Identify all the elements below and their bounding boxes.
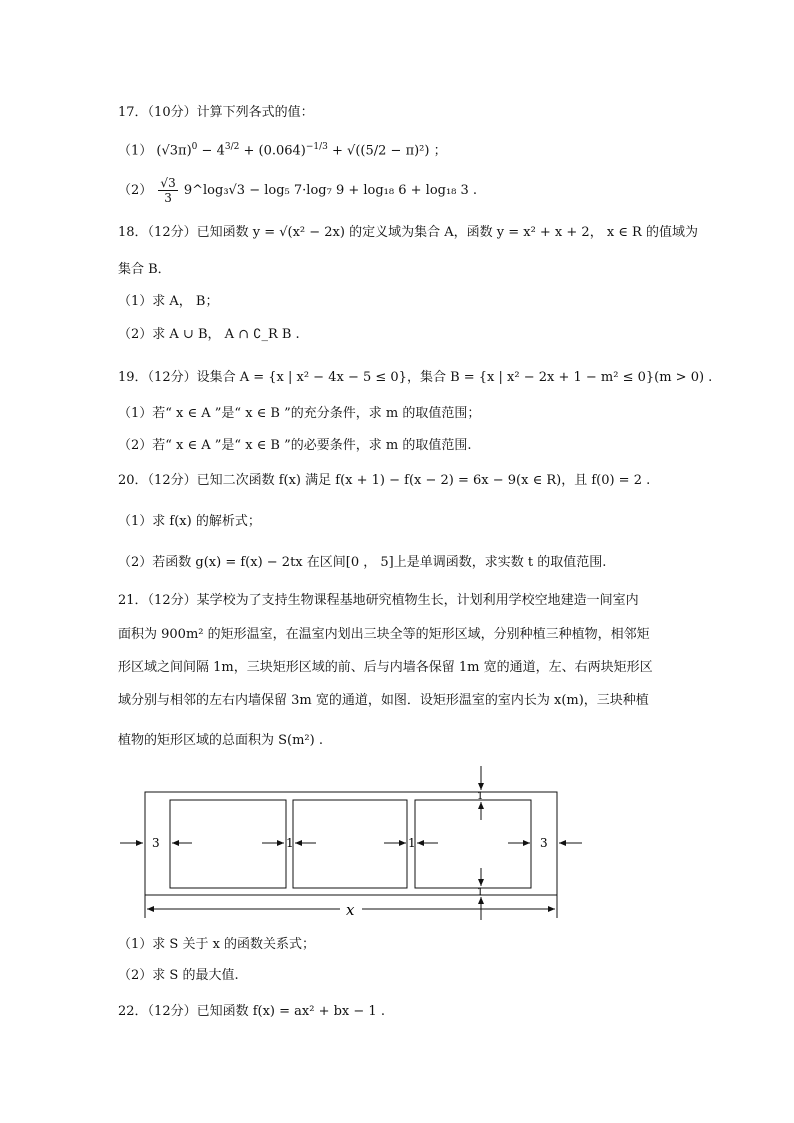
q17-p1-expr-d: + √((5/2 − π)²) ； (332, 143, 447, 159)
q17-p1-expr-b: − 4 (201, 143, 225, 159)
q21-line5: 植物的矩形区域的总面积为 S(m²) . (118, 733, 323, 748)
planting-region-3 (415, 800, 531, 888)
q17-p1-expr-a: (√3π) (156, 143, 192, 159)
q21-part2: （2）求 S 的最大值. (118, 968, 239, 983)
gap2-label: 1 (408, 836, 416, 850)
greenhouse-diagram (110, 762, 590, 927)
q21-line3: 形区域之间间隔 1m，三块矩形区域的前、后与内墙各保留 1m 宽的通道，左、右两块矩形区 (118, 660, 653, 675)
planting-region-2 (293, 800, 407, 888)
q17-p1-exp0: 0 (191, 142, 198, 152)
q21-line4: 域分别与相邻的左右内墙保留 3m 宽的通道，如图．设矩形温室的室内长为 x(m)，三块种植 (118, 693, 649, 708)
q18-part2: （2）求 A ∪ B， A ∩ ∁_R B . (118, 327, 300, 342)
q17-p1-exp1: 3/2 (224, 142, 240, 152)
q17-p1-expr-c: + (0.064) (243, 143, 306, 159)
gap1-label: 1 (286, 836, 294, 850)
q20-header: 20．（12分）已知二次函数 f(x) 满足 f(x + 1) − f(x − 2) = 6x − 9(x ∈ R)，且 f(0) = 2 . (118, 473, 651, 488)
q17-part2 (118, 176, 477, 205)
right-gap-label: 3 (540, 836, 548, 850)
q17-header: 17．（10分）计算下列各式的值： (118, 105, 314, 120)
q18-header-cont: 集合 B． (118, 262, 171, 277)
q17-p2-expr: 9^log₃√3 − log₅ 7·log₇ 9 + log₁₈ 6 + log₁₈ 3 . (183, 183, 478, 198)
q21-line1: 21．（12分）某学校为了支持生物课程基地研究植物生长，计划利用学校空地建造一间室内 (118, 593, 639, 608)
q22-header: 22．（12分）已知函数 f(x) = ax² + bx − 1 . (118, 1004, 385, 1019)
q19-header: 19．（12分）设集合 A = {x | x² − 4x − 5 ≤ 0}，集合 B = {x | x² − 2x + 1 − m² ≤ 0}(m > 0) . (118, 370, 713, 385)
q21-line2: 面积为 900m² 的矩形温室，在温室内划出三块全等的矩形区域，分别种植三种植物，相邻矩 (118, 627, 650, 642)
q18-part1: （1）求 A， B； (118, 294, 219, 309)
q17-part1 (118, 138, 447, 160)
q17-p1-label: （1） (118, 143, 153, 159)
left-gap-label: 3 (152, 836, 160, 850)
q21-part1: （1）求 S 关于 x 的函数关系式； (118, 937, 316, 952)
q18-header: 18．（12分）已知函数 y = √(x² − 2x) 的定义域为集合 A，函数 y = x² + x + 2， x ∈ R 的值域为 (118, 225, 698, 240)
q17-p2-label: （2） (118, 183, 153, 198)
greenhouse-outer-wall (145, 792, 557, 895)
planting-region-1 (170, 800, 286, 888)
q17-p2-frac-den: 3 (164, 191, 172, 205)
q17-p1-exp2: −1/3 (305, 142, 328, 152)
q19-part2: （2）若“ x ∈ A ”是“ x ∈ B ”的必要条件，求 m 的取值范围. (118, 438, 472, 453)
q17-p2-frac-num: √3 (160, 176, 176, 190)
top-gap-label: 1 (477, 791, 484, 802)
q17-p2-fraction (158, 176, 177, 205)
q20-part1: （1）求 f(x) 的解析式； (118, 514, 261, 529)
bottom-gap-label: 1 (477, 887, 484, 898)
q19-part1: （1）若“ x ∈ A ”是“ x ∈ B ”的充分条件，求 m 的取值范围； (118, 406, 481, 421)
q20-part2: （2）若函数 g(x) = f(x) − 2tx 在区间[0 ， 5]上是单调函数，求实数 t 的取值范围. (118, 555, 607, 570)
x-dim-label: x (346, 901, 355, 919)
